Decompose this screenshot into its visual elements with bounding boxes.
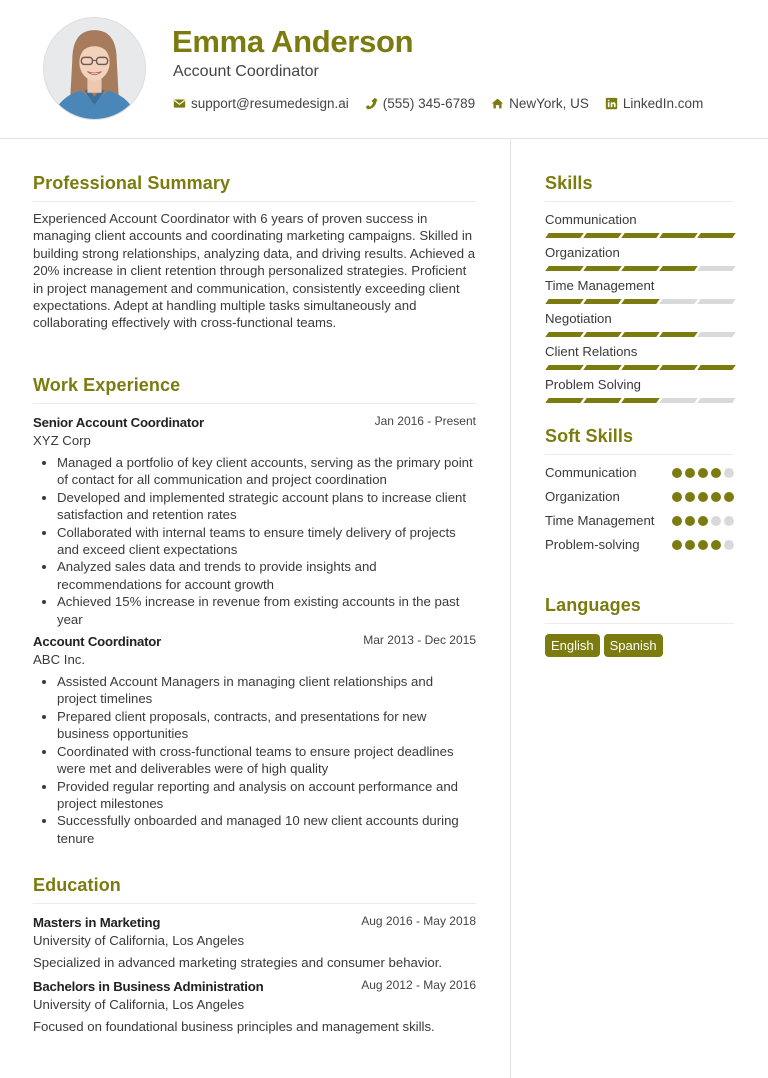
education-dates: Aug 2012 - May 2016	[361, 978, 476, 992]
section-title-soft-skills: Soft Skills	[545, 425, 734, 455]
skill-item	[545, 244, 734, 271]
home-icon	[491, 97, 504, 110]
soft-skill-item	[545, 488, 734, 506]
soft-skill-name: Problem-solving	[545, 537, 640, 552]
soft-skill-rating	[669, 488, 734, 506]
resume-header	[0, 0, 768, 139]
education-description: Specialized in advanced marketing strategies and consumer behavior.	[33, 955, 443, 970]
rating-dot-filled-icon	[685, 492, 695, 502]
skill-level-bar	[545, 266, 734, 271]
envelope-icon	[173, 97, 186, 110]
skill-level-bar	[545, 398, 734, 403]
professional-summary-section	[33, 172, 476, 332]
skill-segment-filled	[621, 233, 660, 238]
skill-item	[545, 277, 734, 304]
rating-dot-empty-icon	[724, 516, 734, 526]
job-entry	[33, 414, 476, 628]
rating-dot-filled-icon	[672, 516, 682, 526]
skill-segment-filled	[545, 266, 584, 271]
skill-segment-filled	[583, 266, 622, 271]
skill-segment-filled	[583, 332, 622, 337]
skill-segment-filled	[583, 233, 622, 238]
rating-dot-filled-icon	[711, 468, 721, 478]
job-company: XYZ Corp	[33, 433, 91, 448]
skill-segment-filled	[545, 332, 584, 337]
language-tag: Spanish	[604, 634, 663, 657]
skill-segment-filled	[659, 266, 698, 271]
skill-level-bar	[545, 299, 734, 304]
skill-segment-filled	[697, 365, 736, 370]
column-divider	[510, 139, 511, 1078]
language-tag: English	[545, 634, 600, 657]
job-bullets	[33, 454, 476, 628]
contact-email-text: support@resumedesign.ai	[191, 95, 349, 111]
school: University of California, Los Angeles	[33, 997, 245, 1012]
contact-phone-text: (555) 345-6789	[382, 95, 476, 111]
soft-skill-name: Communication	[545, 465, 637, 480]
work-experience-section	[33, 374, 476, 847]
skill-segment-filled	[659, 365, 698, 370]
rating-dot-filled-icon	[672, 492, 682, 502]
skill-name: Client Relations	[545, 344, 638, 359]
section-title-skills: Skills	[545, 172, 734, 202]
section-title-languages: Languages	[545, 594, 734, 624]
section-title-education: Education	[33, 874, 476, 904]
job-bullet: Managed a portfolio of key client accounts, serving as the primary point of contact for all communication and project coordination	[57, 454, 476, 489]
skill-name: Time Management	[545, 278, 655, 293]
skill-name: Problem Solving	[545, 377, 642, 392]
skill-segment-filled	[697, 233, 736, 238]
rating-dot-empty-icon	[724, 468, 734, 478]
school: University of California, Los Angeles	[33, 933, 245, 948]
contact-linkedin[interactable]	[605, 96, 703, 111]
linkedin-icon	[605, 97, 618, 110]
skill-segment-filled	[545, 233, 584, 238]
skill-segment-filled	[621, 266, 660, 271]
soft-skill-item	[545, 512, 734, 530]
job-bullet: Achieved 15% increase in revenue from existing accounts in the past year	[57, 593, 476, 628]
candidate-title: Account Coordinator	[173, 63, 319, 80]
job-role: Account Coordinator	[33, 634, 162, 650]
skill-name: Communication	[545, 212, 637, 227]
skill-segment-empty	[697, 299, 736, 304]
job-bullet: Provided regular reporting and analysis on account performance and project milestones	[57, 778, 476, 813]
contact-email[interactable]	[173, 96, 349, 111]
rating-dot-filled-icon	[672, 540, 682, 550]
job-entry	[33, 633, 476, 847]
education-dates: Aug 2016 - May 2018	[361, 914, 476, 928]
skill-segment-filled	[583, 365, 622, 370]
soft-skill-name: Organization	[545, 489, 620, 504]
skill-item	[545, 376, 734, 403]
skill-segment-filled	[545, 299, 584, 304]
job-bullet: Assisted Account Managers in managing client relationships and project timelines	[57, 673, 476, 708]
job-dates: Jan 2016 - Present	[374, 414, 476, 428]
soft-skill-name: Time Management	[545, 513, 655, 528]
skill-item	[545, 343, 734, 370]
job-bullet: Successfully onboarded and managed 10 new client accounts during tenure	[57, 812, 476, 847]
contact-location	[491, 96, 589, 111]
skill-segment-empty	[697, 398, 736, 403]
skill-item	[545, 211, 734, 238]
rating-dot-filled-icon	[711, 492, 721, 502]
education-description: Focused on foundational business principles and management skills.	[33, 1019, 435, 1034]
education-entry	[33, 914, 476, 971]
skill-segment-empty	[659, 299, 698, 304]
rating-dot-filled-icon	[685, 540, 695, 550]
skill-segment-filled	[583, 398, 622, 403]
skill-segment-filled	[621, 332, 660, 337]
rating-dot-filled-icon	[672, 468, 682, 478]
skill-segment-filled	[621, 398, 660, 403]
candidate-name: Emma Anderson	[172, 24, 414, 59]
rating-dot-filled-icon	[698, 468, 708, 478]
job-bullets	[33, 673, 476, 847]
skill-segment-filled	[621, 299, 660, 304]
job-dates: Mar 2013 - Dec 2015	[363, 633, 476, 648]
skill-level-bar	[545, 365, 734, 370]
skill-level-bar	[545, 233, 734, 238]
degree: Masters in Marketing	[33, 915, 161, 930]
education-section	[33, 874, 476, 1035]
job-bullet: Developed and implemented strategic account plans to increase client satisfaction and retention rates	[57, 489, 476, 524]
soft-skill-item	[545, 536, 734, 554]
rating-dot-filled-icon	[685, 468, 695, 478]
rating-dot-filled-icon	[711, 540, 721, 550]
skill-segment-filled	[545, 398, 584, 403]
avatar	[43, 17, 146, 120]
job-role: Senior Account Coordinator	[33, 415, 204, 430]
skill-segment-filled	[621, 365, 660, 370]
soft-skill-rating	[669, 536, 734, 554]
rating-dot-empty-icon	[724, 540, 734, 550]
job-bullet: Coordinated with cross-functional teams to ensure project deadlines were met and deliverables were of high quality	[57, 743, 476, 778]
job-bullet: Collaborated with internal teams to ensure timely delivery of projects and exceed client expectations	[57, 524, 476, 559]
skills-section	[545, 172, 734, 403]
soft-skill-rating	[669, 464, 734, 482]
skill-segment-filled	[583, 299, 622, 304]
job-bullet: Analyzed sales data and trends to provide insights and recommendations for account growth	[57, 558, 476, 593]
rating-dot-filled-icon	[698, 540, 708, 550]
skill-segment-filled	[545, 365, 584, 370]
skill-item	[545, 310, 734, 337]
languages-section	[545, 594, 734, 657]
skill-segment-empty	[697, 332, 736, 337]
soft-skill-item	[545, 464, 734, 482]
contact-linkedin-text: LinkedIn.com	[622, 95, 704, 111]
contact-phone[interactable]	[365, 96, 475, 111]
rating-dot-filled-icon	[698, 492, 708, 502]
skill-name: Negotiation	[545, 311, 612, 326]
contact-location-text: NewYork, US	[509, 95, 589, 111]
language-list	[545, 634, 734, 657]
skill-segment-filled	[659, 332, 698, 337]
rating-dot-filled-icon	[698, 516, 708, 526]
soft-skill-rating	[669, 512, 734, 530]
rating-dot-filled-icon	[685, 516, 695, 526]
skill-segment-filled	[659, 233, 698, 238]
soft-skills-section	[545, 425, 734, 554]
phone-icon	[365, 97, 378, 110]
profile-photo-icon	[44, 18, 145, 119]
contact-bar	[173, 94, 719, 112]
rating-dot-filled-icon	[724, 492, 734, 502]
skill-level-bar	[545, 332, 734, 337]
section-title-experience: Work Experience	[33, 374, 476, 404]
skill-segment-empty	[697, 266, 736, 271]
education-entry	[33, 978, 476, 1035]
section-title-summary: Professional Summary	[33, 172, 476, 202]
job-bullet: Prepared client proposals, contracts, and presentations for new business opportunities	[57, 708, 476, 743]
skill-segment-empty	[659, 398, 698, 403]
summary-text: Experienced Account Coordinator with 6 years of proven success in managing client accounts and coordinating marketing campaigns. Skilled in building strong relationships, analyzing data, and driving results. Achieved a 20% increase in client retention through personalized strategies. Proficient in project management and communication, consistently exceeding client expectations. Adept at handling multiple tasks simultaneously and collaborating effectively with cross-functional teams.	[33, 211, 476, 331]
skill-name: Organization	[545, 245, 620, 260]
job-company: ABC Inc.	[33, 652, 86, 668]
degree: Bachelors in Business Administration	[33, 979, 264, 994]
rating-dot-empty-icon	[711, 516, 721, 526]
